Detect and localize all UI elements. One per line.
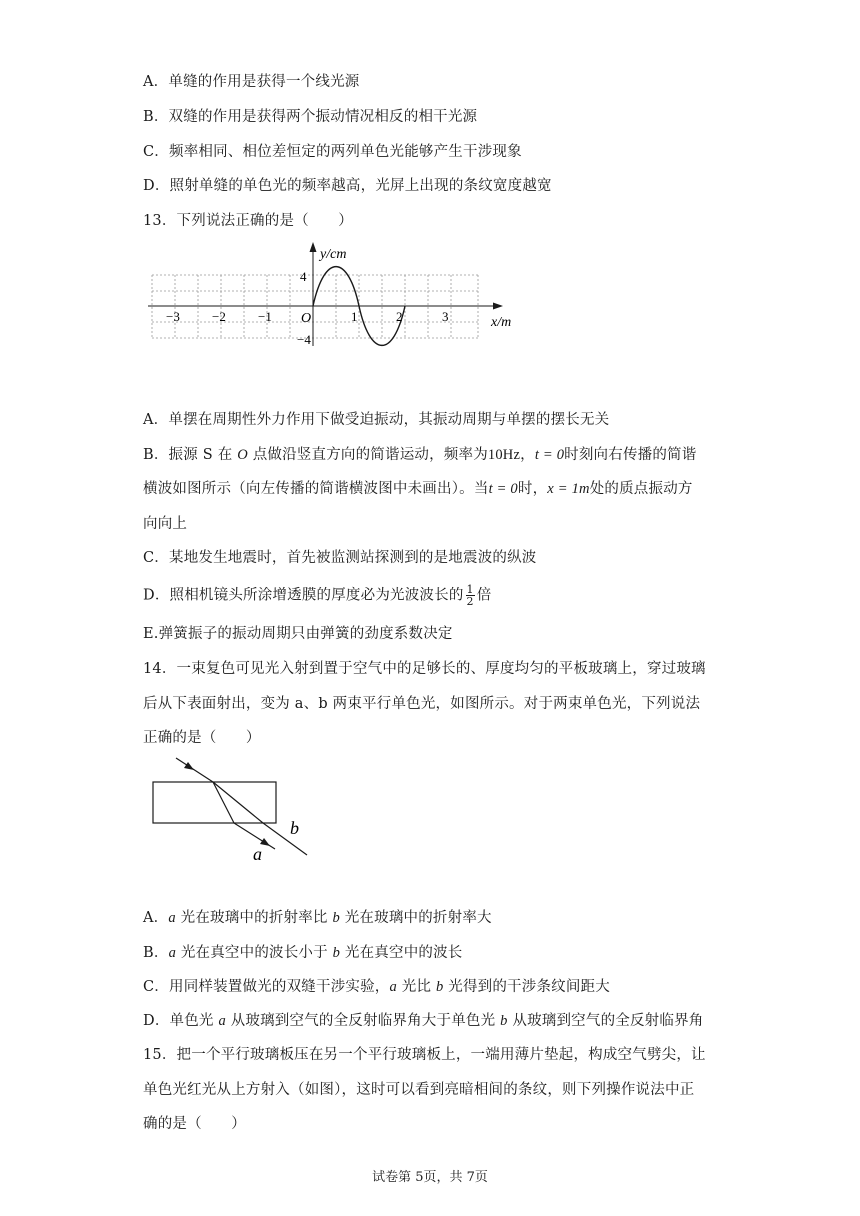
y-tick-neg: −4 bbox=[297, 332, 311, 347]
x-axis-arrow bbox=[493, 303, 503, 310]
q13-option-b-line2: 横波如图所示（向左传播的简谐横波图中未画出）。当t = 0时，x = 1m处的质点振动方 bbox=[143, 481, 693, 497]
q14-stem-line3: 正确的是（ ） bbox=[143, 730, 261, 746]
incident-ray bbox=[176, 758, 213, 782]
q14-option-b: B．a 光在真空中的波长小于 b 光在真空中的波长 bbox=[143, 945, 463, 961]
q14-option-d: D．单色光 a 从玻璃到空气的全反射临界角大于单色光 b 从玻璃到空气的全反射临界角 bbox=[143, 1013, 704, 1029]
x-tick-1: 1 bbox=[351, 309, 358, 324]
q15-stem-line3: 确的是（ ） bbox=[143, 1116, 246, 1132]
y-axis-arrow bbox=[310, 242, 317, 252]
x-tick-neg3: −3 bbox=[166, 309, 180, 324]
refracted-ray-b bbox=[213, 782, 263, 823]
fraction-one-half: $\frac{1}{2}$ bbox=[466, 583, 474, 608]
q12-option-c: C．频率相同、相位差恒定的两列单色光能够产生干涉现象 bbox=[143, 144, 522, 160]
q15-stem-line2: 单色光红光从上方射入（如图），这时可以看到亮暗相间的条纹，则下列操作说法中正 bbox=[143, 1082, 695, 1098]
x-tick-3: 3 bbox=[442, 309, 449, 324]
q12-option-b: B．双缝的作用是获得两个振动情况相反的相干光源 bbox=[143, 109, 478, 125]
q14-stem-line1: 14．一束复色可见光入射到置于空气中的足够长的、厚度均匀的平板玻璃上，穿过玻璃 bbox=[143, 661, 706, 677]
refracted-ray-a bbox=[213, 782, 234, 823]
q13-option-e: E.弹簧振子的振动周期只由弹簧的劲度系数决定 bbox=[143, 626, 453, 642]
x-tick-neg1: −1 bbox=[258, 309, 272, 324]
q14-stem-line2: 后从下表面射出，变为 a、b 两束平行单色光，如图所示。对于两束单色光，下列说法 bbox=[143, 696, 701, 712]
incident-arrow bbox=[184, 762, 194, 770]
y-axis-label: y/cm bbox=[320, 247, 347, 262]
x-axis-label: x/m bbox=[491, 315, 512, 330]
page-footer: 试卷第 5页，共 7页 bbox=[372, 1170, 488, 1185]
q14-option-c: C．用同样装置做光的双缝干涉实验，a 光比 b 光得到的干涉条纹间距大 bbox=[143, 979, 610, 995]
x-tick-2: 2 bbox=[396, 309, 403, 324]
y-tick-pos: 4 bbox=[300, 269, 307, 284]
q13-option-a: A．单摆在周期性外力作用下做受迫振动，其振动周期与单摆的摆长无关 bbox=[143, 412, 610, 428]
q12-option-a: A．单缝的作用是获得一个线光源 bbox=[143, 74, 360, 90]
q13-option-b-line1: B．振源 S 在 O 点做沿竖直方向的简谐运动，频率为10Hz，t = 0时刻向右传播的简谐 bbox=[143, 447, 697, 463]
origin-label: O bbox=[301, 311, 312, 326]
q14-glass-diagram bbox=[145, 748, 325, 870]
label-b: b bbox=[290, 818, 299, 838]
q13-option-c: C．某地发生地震时，首先被监测站探测到的是地震波的纵波 bbox=[143, 550, 537, 566]
q13-option-b-line3: 向向上 bbox=[143, 516, 188, 532]
emergent-ray-b bbox=[263, 823, 307, 855]
x-tick-neg2: −2 bbox=[212, 309, 226, 324]
q13-wave-graph bbox=[145, 238, 525, 362]
q12-option-d: D．照射单缝的单色光的频率越高，光屏上出现的条纹宽度越宽 bbox=[143, 178, 552, 194]
q15-stem-line1: 15．把一个平行玻璃板压在另一个平行玻璃板上，一端用薄片垫起，构成空气劈尖，让 bbox=[143, 1047, 706, 1063]
glass-plate bbox=[153, 782, 276, 823]
q13-stem: 13．下列说法正确的是（ ） bbox=[143, 213, 353, 229]
q14-option-a: A．a 光在玻璃中的折射率比 b 光在玻璃中的折射率大 bbox=[143, 910, 492, 926]
label-a: a bbox=[253, 844, 262, 864]
q13-option-d: D．照相机镜头所涂增透膜的厚度必为光波波长的 $\frac{1}{2}$ 倍 bbox=[143, 583, 492, 608]
